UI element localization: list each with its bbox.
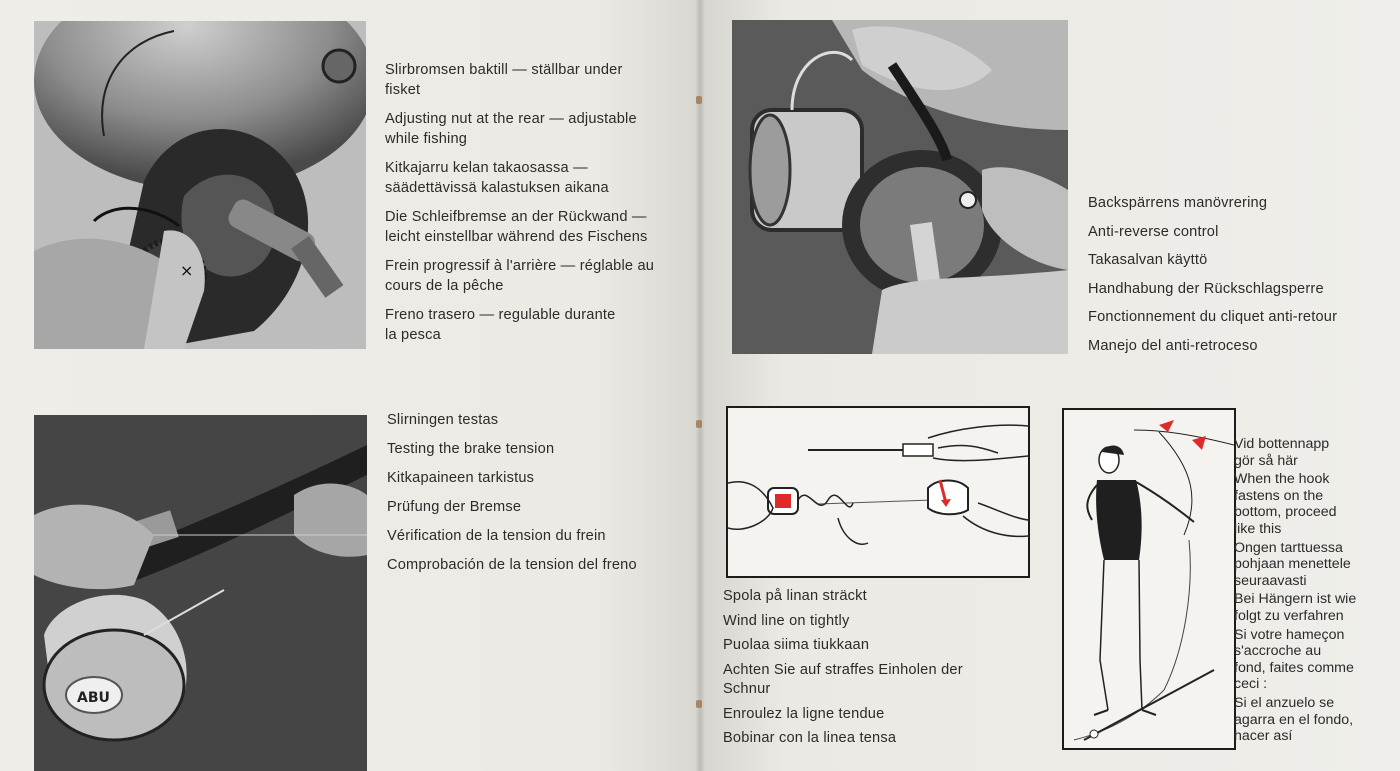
wind-caption-es: Bobinar con la linea tensa (723, 730, 897, 746)
anti-reverse-caption-fr: Fonctionnement du cliquet anti-retour (1088, 309, 1338, 325)
anti-reverse-caption (1088, 193, 1388, 364)
hook-caption-es: Si el anzuelo se agarra en el fondo, hacer así (1234, 694, 1354, 745)
anti-reverse-caption-es: Manejo del anti-retroceso (1088, 337, 1258, 354)
test-caption-en: Testing the brake tension (387, 441, 555, 457)
svg-text:×: × (180, 261, 194, 280)
test-photo (34, 415, 367, 771)
wind-caption-fr: Enroulez la ligne tendue (723, 705, 885, 722)
brake-caption-fi: Kitkajarru kelan takaosassa — säädettävissä kalastuksen aikana (385, 160, 609, 196)
hook-caption (1234, 436, 1384, 747)
anti-reverse-caption-en: Anti-reverse control (1088, 223, 1219, 240)
snag-drawing (1062, 408, 1236, 750)
test-caption (387, 410, 687, 584)
brake-caption-en: Adjusting nut at the rear — adjustable while fishing (385, 111, 637, 147)
test-caption-sv: Slirningen testas (387, 412, 499, 428)
reel-brand-label: ABU (77, 690, 110, 706)
hook-caption-fr: Si votre hameçon s'accroche au fond, faites comme ceci : (1234, 626, 1354, 693)
hook-caption-sv: Vid bottennapp gör så här (1234, 436, 1330, 469)
wind-caption-de: Achten Sie auf straffes Einholen der Schnur (723, 661, 963, 697)
brake-caption-sv: Slirbromsen baktill — ställbar under fisket (385, 62, 623, 98)
wind-caption-en: Wind line on tightly (723, 612, 850, 629)
brake-caption-de: Die Schleifbremse an der Rückwand — leicht einstellbar während des Fischens (385, 209, 648, 245)
anti-reverse-photo (732, 20, 1068, 354)
hook-caption-fi: Ongen tarttuessa pohjaan menettele seuraavasti (1234, 539, 1351, 589)
anti-reverse-caption-de: Handhabung der Rückschlagsperre (1088, 280, 1324, 297)
staple-bottom (696, 700, 702, 708)
wind-caption-sv: Spola på linan sträckt (723, 588, 867, 604)
test-caption-es: Comprobación de la tension del freno (387, 557, 637, 573)
brake-photo (34, 21, 366, 349)
page-fold (695, 0, 705, 771)
wind-caption (723, 587, 1023, 754)
test-caption-fr: Vérification de la tension du frein (387, 528, 606, 544)
anti-reverse-caption-sv: Backspärrens manövrering (1088, 195, 1268, 211)
test-caption-de: Prüfung der Bremse (387, 499, 522, 515)
staple-middle (696, 420, 702, 428)
hook-caption-en: When the hook fastens on the bottom, proceed like this (1234, 471, 1337, 537)
brake-caption-fr: Frein progressif à l'arrière — réglable au cours de la pêche (385, 258, 655, 294)
staple-top (696, 96, 702, 104)
brake-caption (385, 60, 690, 354)
test-caption-fi: Kitkapaineen tarkistus (387, 470, 535, 486)
wind-line-drawing (726, 406, 1030, 578)
wind-caption-fi: Puolaa siima tiukkaan (723, 637, 870, 653)
anti-reverse-caption-fi: Takasalvan käyttö (1088, 252, 1208, 268)
brake-caption-es: Freno trasero — regulable durante la pesca (385, 307, 616, 343)
hook-caption-de: Bei Hängern ist wie folgt zu verfahren (1234, 591, 1357, 624)
